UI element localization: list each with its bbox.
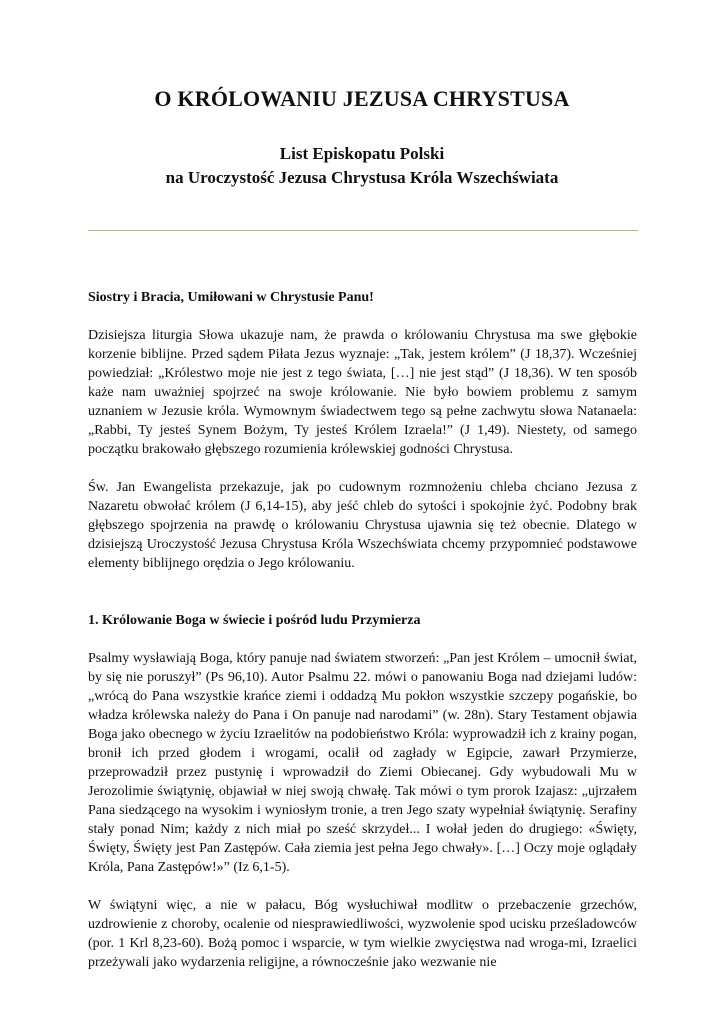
body-paragraph: Św. Jan Ewangelista przekazuje, jak po cudownym rozmnożeniu chleba chciano Jezusa z Nazaretu obwołać królem (J 6,14-15), aby jeść chleb do sytości i spokojnie żyć. Podobny brak głębszego spojrzenia na prawdę o królowaniu Chrystusa ujawnia się też obecnie. Dlatego w dzisiejszą Uroczystość Jezusa Chrystusa Króla Wszechświata chcemy przypomnieć podstawowe elementy biblijnego orędzia o Jego królowaniu. xyxy=(88,480,637,571)
body-paragraph: W świątyni więc, a nie w pałacu, Bóg wysłuchiwał modlitw o przebaczenie grzechów, uzdrowienie z choroby, ocalenie od niesprawiedliwości, wyzwolenie spod ucisku prześladowców (por. 1 Krl 8,23-60). Bożą pomoc i wsparcie, w tym wielkie zwycięstwa nad wroga-mi, Izraelici przeżywali jako wydarzenia religijne, a równocześnie jako wezwanie nie xyxy=(88,898,637,970)
document-title: O KRÓLOWANIU JEZUSA CHRYSTUSA xyxy=(154,86,570,111)
body-paragraph: Dzisiejsza liturgia Słowa ukazuje nam, że prawda o królowaniu Chrystusa ma swe głębokie korzenie biblijne. Przed sądem Piłata Jezus wyznaje: „Tak, jestem królem” (J 18,37). Wcześniej powiedział: „Królestwo moje nie jest z tego świata, […] nie jest stąd” (J 18,36). W ten sposób każe nam uważniej spojrzeć na swoje królowanie. Nie było bowiem problemu z samym uznaniem w Jezusie króla. Wymownym świadectwem tego są pełne zachwytu słowa Natanaela: „Rabbi, Ty jesteś Synem Bożym, Ty jesteś Królem Izraela!” (J 1,49). Niestety, od samego początku brakowało głębszego rozumienia królewskiej godności Chrystusa. xyxy=(88,328,637,457)
body-paragraph: Psalmy wysławiają Boga, który panuje nad światem stworzeń: „Pan jest Królem – umocnił świat, by się nie poruszył” (Ps 96,10). Autor Psalmu 22. mówi o panowaniu Boga nad dziejami ludów: „wrócą do Pana wszystkie krańce ziemi i oddadzą Mu pokłon wszystkie szczepy pogańskie, bo władza królewska należy do Pana i On panuje nad narodami” (w. 28n). Stary Testament objawia Boga jako obecnego w życiu Izraelitów na podobieństwo Króla: wyprowadził ich z krainy pogan, bronił ich przed głodem i wrogami, ocalił od zagłady w Egipcie, zawarł Przymierze, przeprowadził przez pustynię i wprowadził do Ziemi Obiecanej. Gdy wybudowali Mu w Jerozolimie świątynię, objawiał w niej swoją chwałę. Tak mówi o tym prorok Izajasz: „ujrzałem Pana siedzącego na wysokim i wyniosłym tronie, a tren Jego szaty wypełniał świątynię. Serafiny stały ponad Nim; każdy z nich miał po sześć skrzydeł... I wołał jeden do drugiego: «Święty, Święty, Święty jest Pan Zastępów. Cała ziemia jest pełna Jego chwały». […] Oczy moje oglądały Króla, Pana Zastępów!»” (Iz 6,1-5). xyxy=(88,651,637,875)
document-body xyxy=(88,288,637,991)
section-heading: 1. Królowanie Boga w świecie i pośród ludu Przymierza xyxy=(88,613,421,628)
salutation: Siostry i Bracia, Umiłowani w Chrystusie Panu! xyxy=(88,290,374,305)
document-subtitle-line2: na Uroczystość Jezusa Chrystusa Króla Wszechświata xyxy=(165,168,559,187)
horizontal-divider xyxy=(88,230,638,231)
document-subtitle-line1: List Episkopatu Polski xyxy=(279,144,445,163)
